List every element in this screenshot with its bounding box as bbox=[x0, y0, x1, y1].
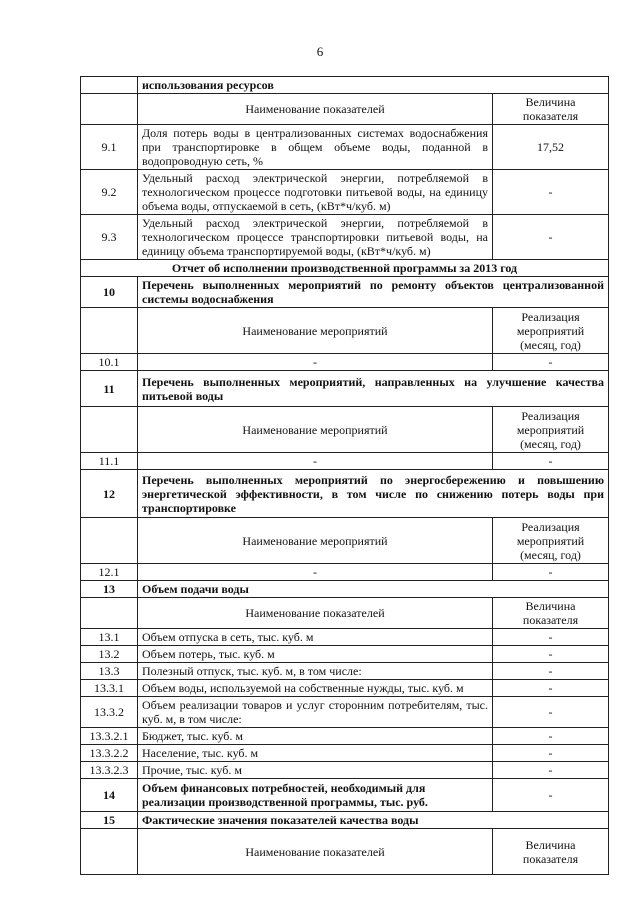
table-row bbox=[81, 564, 609, 581]
column-header-value: Реализация мероприятий (месяц, год) bbox=[493, 407, 609, 453]
column-header-value: Реализация мероприятий (месяц, год) bbox=[493, 308, 609, 354]
section-number: 13 bbox=[81, 581, 138, 598]
section-title: Перечень выполненных мероприятий, направленных на улучшение качества питьевой воды bbox=[138, 371, 609, 407]
row-value: - bbox=[493, 762, 609, 779]
column-header-value: Величина показателя bbox=[493, 829, 609, 875]
row-value: - bbox=[493, 215, 609, 260]
column-header-value: Величина показателя bbox=[493, 598, 609, 629]
row-number: 11.1 bbox=[81, 453, 138, 470]
row-value: - bbox=[493, 646, 609, 663]
row-number: 12.1 bbox=[81, 564, 138, 581]
table-row bbox=[81, 170, 609, 215]
section-number: 11 bbox=[81, 371, 138, 407]
table-row bbox=[81, 629, 609, 646]
table-row bbox=[81, 470, 609, 518]
section-number: 15 bbox=[81, 812, 138, 829]
row-text: Полезный отпуск, тыс. куб. м, в том числе: bbox=[138, 663, 493, 680]
section-number: 10 bbox=[81, 277, 138, 308]
row-number: 13.3.2 bbox=[81, 697, 138, 728]
column-header-name: Наименование показателей bbox=[138, 598, 493, 629]
row-text: Прочие, тыс. куб. м bbox=[138, 762, 493, 779]
section-number: 14 bbox=[81, 779, 138, 812]
row-text: Бюджет, тыс. куб. м bbox=[138, 728, 493, 745]
program-table bbox=[80, 76, 609, 875]
report-title: Отчет об исполнении производственной программы за 2013 год bbox=[81, 260, 609, 277]
row-value: - bbox=[493, 354, 609, 371]
table-header-row bbox=[81, 308, 609, 354]
row-text: Объем воды, используемой на собственные нужды, тыс. куб. м bbox=[138, 680, 493, 697]
section-title: использования ресурсов bbox=[138, 77, 609, 94]
table-header-row bbox=[81, 598, 609, 629]
row-text: Удельный расход электрической энергии, потребляемой в технологическом процессе транспортировки питьевой воды, на единицу объема транспортируемой воды, (кВт*ч/куб. м) bbox=[138, 215, 493, 260]
row-value: 17,52 bbox=[493, 125, 609, 170]
row-value: - bbox=[493, 663, 609, 680]
row-number: 13.3 bbox=[81, 663, 138, 680]
row-text: Доля потерь воды в централизованных системах водоснабжения при транспортировке в общем объеме воды, поданной в водопроводную сеть, % bbox=[138, 125, 493, 170]
section-title: Перечень выполненных мероприятий по энергосбережению и повышению энергетической эффективности, в том числе по снижению потерь воды при транспортировке bbox=[138, 470, 609, 518]
row-value: - bbox=[493, 728, 609, 745]
row-value: - bbox=[493, 629, 609, 646]
row-number: 10.1 bbox=[81, 354, 138, 371]
row-number: 13.2 bbox=[81, 646, 138, 663]
row-number: 13.1 bbox=[81, 629, 138, 646]
column-header-name: Наименование мероприятий bbox=[138, 518, 493, 564]
row-text: Население, тыс. куб. м bbox=[138, 745, 493, 762]
row-number: 9.2 bbox=[81, 170, 138, 215]
row-number: 9.1 bbox=[81, 125, 138, 170]
column-header-value: Реализация мероприятий (месяц, год) bbox=[493, 518, 609, 564]
section-number: 12 bbox=[81, 470, 138, 518]
table-row bbox=[81, 779, 609, 812]
row-value: - bbox=[493, 680, 609, 697]
row-value: - bbox=[493, 170, 609, 215]
row-value: - bbox=[493, 453, 609, 470]
row-number: 9.3 bbox=[81, 215, 138, 260]
table-header-row bbox=[81, 518, 609, 564]
table-header-row bbox=[81, 407, 609, 453]
table-row bbox=[81, 354, 609, 371]
table-row bbox=[81, 663, 609, 680]
table-row bbox=[81, 697, 609, 728]
table-header-row bbox=[81, 829, 609, 875]
column-header-name: Наименование показателей bbox=[138, 829, 493, 875]
table-row bbox=[81, 453, 609, 470]
table-row bbox=[81, 728, 609, 745]
table-row bbox=[81, 125, 609, 170]
row-text: - bbox=[138, 354, 493, 371]
table-row bbox=[81, 260, 609, 277]
table-row bbox=[81, 646, 609, 663]
row-value: - bbox=[493, 564, 609, 581]
row-value: - bbox=[493, 697, 609, 728]
table-row bbox=[81, 745, 609, 762]
column-header-name: Наименование мероприятий bbox=[138, 308, 493, 354]
table-row bbox=[81, 812, 609, 829]
table-row bbox=[81, 680, 609, 697]
row-text: Объем отпуска в сеть, тыс. куб. м bbox=[138, 629, 493, 646]
row-text: - bbox=[138, 564, 493, 581]
row-text: - bbox=[138, 453, 493, 470]
row-number: 13.3.2.3 bbox=[81, 762, 138, 779]
column-header-value: Величина показателя bbox=[493, 94, 609, 125]
page-number: 6 bbox=[316, 44, 324, 59]
table-header-row bbox=[81, 94, 609, 125]
row-value: - bbox=[493, 745, 609, 762]
row-text: Объем реализации товаров и услуг сторонним потребителям, тыс. куб. м, в том числе: bbox=[138, 697, 493, 728]
section-title: Перечень выполненных мероприятий по ремонту объектов централизованной системы водоснабжения bbox=[138, 277, 609, 308]
row-number: 13.3.2.1 bbox=[81, 728, 138, 745]
row-value: - bbox=[493, 779, 609, 812]
section-title: Объем подачи воды bbox=[138, 581, 609, 598]
row-number: 13.3.2.2 bbox=[81, 745, 138, 762]
row-text: Удельный расход электрической энергии, потребляемой в технологическом процессе подготовки питьевой воды, на единицу объема воды, отпускаемой в сеть, (кВт*ч/куб. м) bbox=[138, 170, 493, 215]
table-row bbox=[81, 215, 609, 260]
table-row bbox=[81, 762, 609, 779]
table-row bbox=[81, 277, 609, 308]
column-header-name: Наименование мероприятий bbox=[138, 407, 493, 453]
section-title: Фактические значения показателей качества воды bbox=[138, 812, 609, 829]
column-header-name: Наименование показателей bbox=[138, 94, 493, 125]
table-row bbox=[81, 77, 609, 94]
table-row bbox=[81, 371, 609, 407]
section-title: Объем финансовых потребностей, необходимый для реализации производственной программы, тыс. руб. bbox=[138, 779, 493, 812]
row-number: 13.3.1 bbox=[81, 680, 138, 697]
table-row bbox=[81, 581, 609, 598]
row-text: Объем потерь, тыс. куб. м bbox=[138, 646, 493, 663]
